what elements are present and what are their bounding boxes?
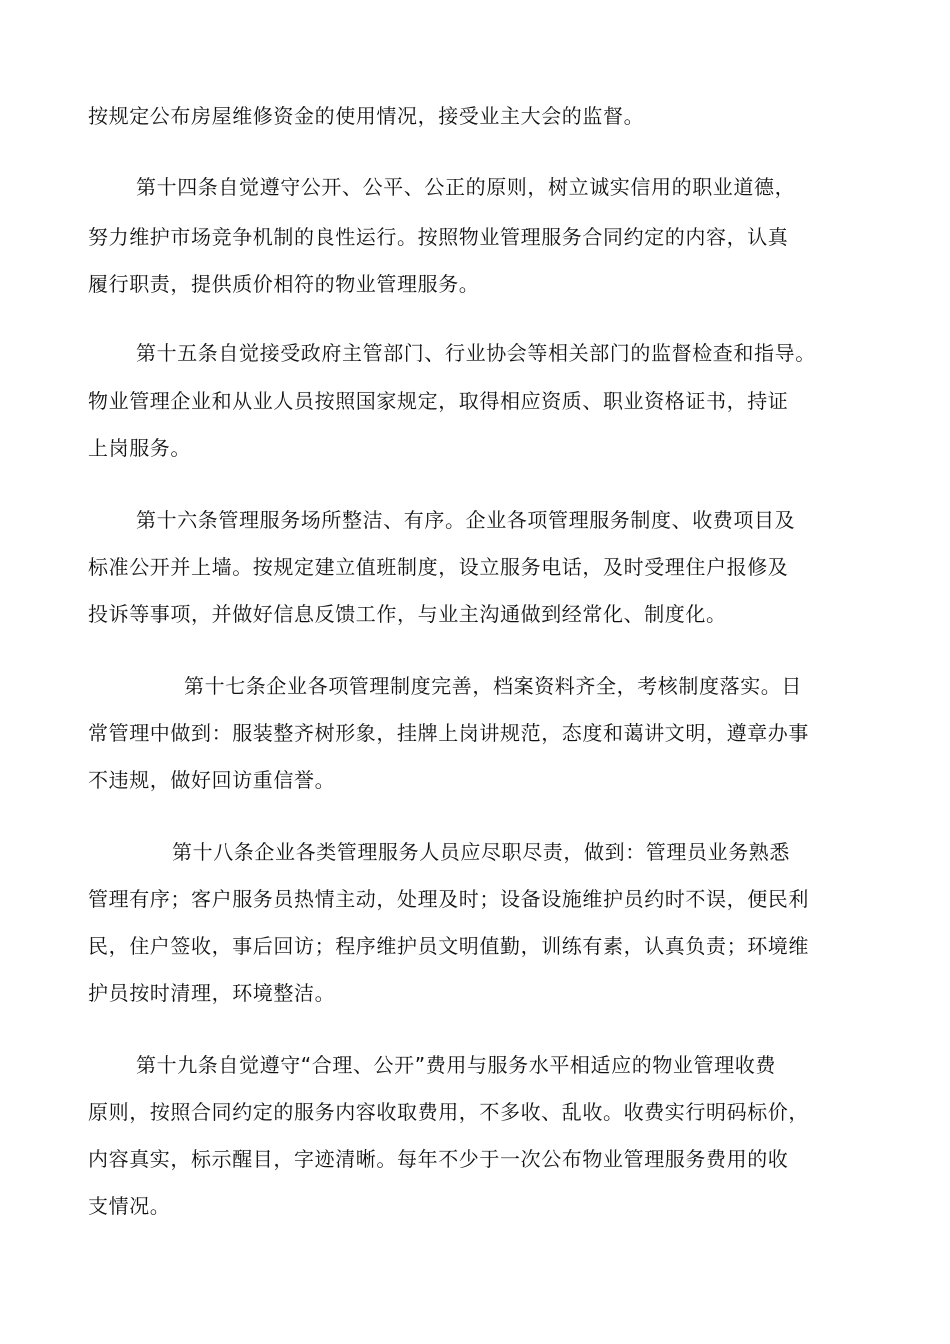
article-16-line: 投诉等事项，并做好信息反馈工作，与业主沟通做到经常化、制度化。 — [88, 602, 727, 626]
article-18-line: 民，住户签收，事后回访；程序维护员文明值勤，训练有素，认真负责；环境维 — [88, 934, 809, 958]
article-16-line: 标准公开并上墙。按规定建立值班制度，设立服务电话，及时受理住户报修及 — [88, 555, 789, 579]
article-18-line: 护员按时清理，环境整洁。 — [88, 981, 336, 1005]
article-15-line: 物业管理企业和从业人员按照国家规定，取得相应资质、职业资格证书，持证 — [88, 389, 789, 413]
article-19-line: 内容真实，标示醒目，字迹清晰。每年不少于一次公布物业管理服务费用的收 — [88, 1147, 789, 1171]
article-18-line: 管理有序；客户服务员热情主动，处理及时；设备设施维护员约时不误，便民利 — [88, 887, 809, 911]
article-16-line: 第十六条管理服务场所整洁、有序。企业各项管理服务制度、收费项目及 — [136, 508, 796, 532]
article-19-line: 支情况。 — [88, 1194, 171, 1218]
article-15-line: 第十五条自觉接受政府主管部门、行业协会等相关部门的监督检查和指导。 — [136, 341, 816, 365]
article-17-line: 不违规，做好回访重信誉。 — [88, 768, 336, 792]
article-17-line: 常管理中做到：服装整齐树形象，挂牌上岗讲规范，态度和蔼讲文明，遵章办事 — [88, 721, 809, 745]
article-19-line: 原则，按照合同约定的服务内容收取费用，不多收、乱收。收费实行明码标价， — [88, 1100, 809, 1124]
article-14-line: 第十四条自觉遵守公开、公平、公正的原则，树立诚实信用的职业道德， — [136, 175, 796, 199]
article-17-line: 第十七条企业各项管理制度完善，档案资料齐全，考核制度落实。日 — [184, 674, 802, 698]
paragraph-line: 按规定公布房屋维修资金的使用情况，接受业主大会的监督。 — [88, 104, 645, 128]
article-14-line: 努力维护市场竞争机制的良性运行。按照物业管理服务合同约定的内容，认真 — [88, 225, 789, 249]
article-19-line: 第十九条自觉遵守“合理、公开”费用与服务水平相适应的物业管理收费 — [136, 1053, 776, 1077]
article-18-line: 第十八条企业各类管理服务人员应尽职尽责，做到：管理员业务熟悉 — [172, 840, 790, 864]
article-15-line: 上岗服务。 — [88, 436, 191, 460]
article-14-line: 履行职责，提供质价相符的物业管理服务。 — [88, 272, 480, 296]
